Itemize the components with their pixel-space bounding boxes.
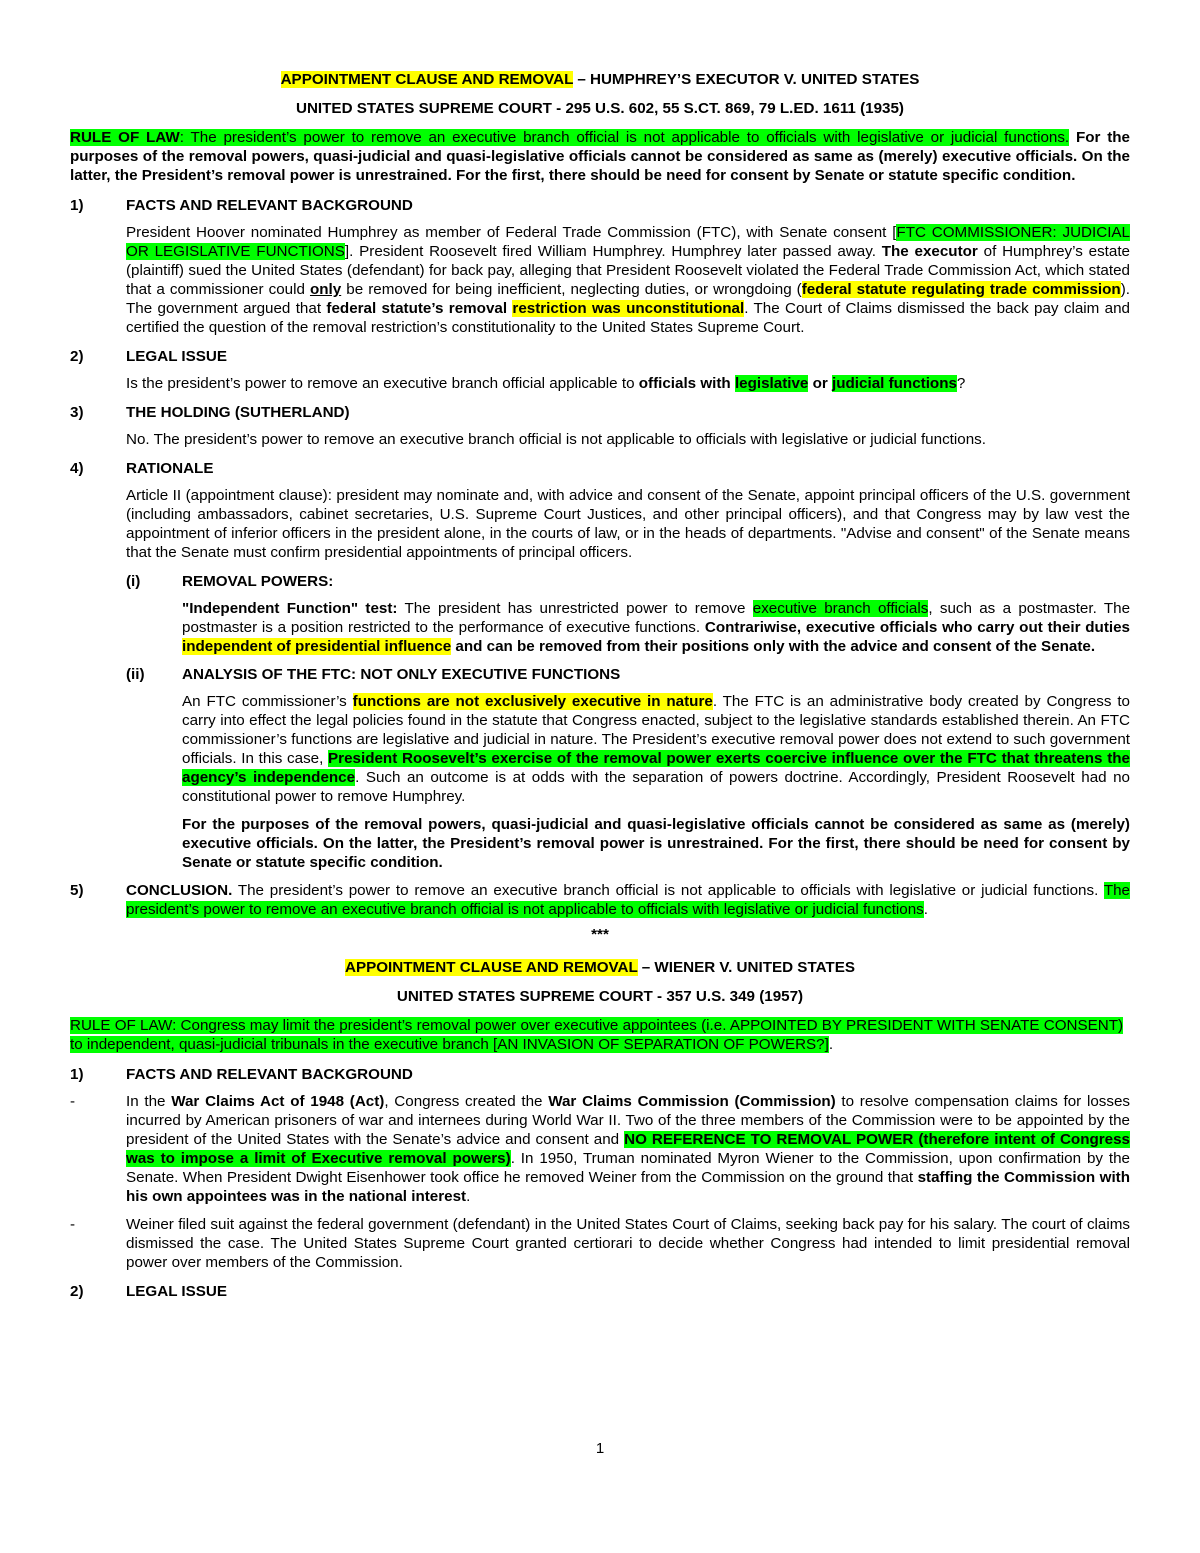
- case2-title-highlight: APPOINTMENT CLAUSE AND REMOVAL: [345, 959, 638, 976]
- case1-ftc-analysis-text: [182, 692, 1130, 806]
- highlight-run: restriction was unconstitutional: [512, 300, 745, 317]
- case2-title-rest: – WIENER V. UNITED STATES: [637, 959, 855, 976]
- highlight-run: independent of presidential influence: [182, 638, 452, 655]
- text-run: of Humphrey’s estate (plaintiff) sued the United States (defendant) for back pay, alleging that President Roosevelt violated the Federal Trade Commission Act, which stated that a commissioner could: [126, 243, 1130, 298]
- case1-section-1-heading: [70, 196, 1130, 215]
- section-number: 3): [70, 404, 84, 421]
- section-title: LEGAL ISSUE: [126, 1283, 227, 1300]
- section-title: FACTS AND RELEVANT BACKGROUND: [126, 1066, 413, 1083]
- case1-title-rest: – HUMPHREY’S EXECUTOR V. UNITED STATES: [573, 71, 920, 88]
- case1-section-4-heading: [70, 459, 1130, 478]
- document-content: [70, 70, 1130, 1309]
- section-number: 2): [70, 348, 84, 365]
- highlight-run: federal statute regulating trade commission: [801, 281, 1121, 298]
- text-run: .: [828, 1036, 834, 1053]
- text-run: An FTC commissioner’s: [182, 693, 353, 710]
- case1-issue-text: [126, 374, 1130, 393]
- section-divider: ***: [591, 926, 609, 943]
- bullet-dash: -: [70, 1093, 76, 1110]
- section-title: RATIONALE: [126, 460, 214, 477]
- section-number: 1): [70, 197, 84, 214]
- case2-fact-bullet-1: [70, 1092, 1130, 1206]
- case1-holding-text: No. The president’s power to remove an executive branch official is not applicable to officials with legislative or judicial functions.: [126, 431, 986, 448]
- subsection-title: REMOVAL POWERS:: [182, 573, 334, 590]
- bold-run: War Claims Act of 1948 (Act): [171, 1093, 385, 1110]
- case2-section-1-heading: [70, 1065, 1130, 1084]
- case1-rationale-text: Article II (appointment clause): president may nominate and, with advice and consent of the Senate, appoint principal officers of the U.S. government (including ambassadors, cabinet secretaries, U.S. Supreme Court Justices, and other principal officers), and that Congress may by law vest the appointment of inferior officers in the president alone, in the courts of law, or in the heads of departments. "Advise and consent" of the Senate means that the Senate must confirm presidential appointments of principal officers.: [126, 487, 1130, 561]
- bold-run: "Independent Function" test:: [182, 600, 398, 617]
- case1-rule-p2: For the first, there should be need for consent by Senate or statute specific condition.: [451, 167, 1076, 184]
- case1-section-3-heading: [70, 403, 1130, 422]
- text-run: . The Court of Claims dismissed the back pay claim and certified the question of the removal restriction’s constitutionality to the United States Supreme Court.: [126, 300, 1131, 336]
- bold-run: War Claims Commission (Commission): [548, 1093, 836, 1110]
- text-run: The president’s power to remove an executive branch official is not applicable to officials with legislative or judicial functions.: [232, 882, 1104, 899]
- bullet-text: Weiner filed suit against the federal government (defendant) in the United States Court of Claims, seeking back pay for his salary. The court of claims dismissed the case. The United States Supreme Court granted certiorari to decide whether Congress had intended to limit presidential removal power over members of the Commission.: [126, 1216, 1130, 1271]
- text-run: ?: [956, 375, 966, 392]
- bold-run: or: [808, 375, 833, 392]
- section-number: 4): [70, 460, 84, 477]
- case1-section-2-heading: [70, 347, 1130, 366]
- conclusion-text: [126, 881, 1130, 919]
- case1-title: [70, 70, 1130, 89]
- case2-title: [70, 958, 1130, 977]
- text-run: to resolve compensation claims for losses incurred by American prisoners of war and internees during World War II. Two of the three members of the Commission were to be appointed by the president of the United States with the Senate’s advice and consent and: [126, 1093, 1130, 1148]
- text-run: . The FTC is an administrative body created by Congress to carry into effect the legal policies found in the statute that Congress enacted, subject to the legislative standards established therein. An FTC commissioner’s functions are legislative and judicial in nature. The President’s executive removal power does not extend to such government officials. In this case,: [182, 693, 1130, 767]
- text-run: ]. President Roosevelt fired William Humphrey. Humphrey later passed away.: [344, 243, 876, 260]
- bold-run: and can be removed from their positions only with the advice and consent of the Senate.: [451, 638, 1096, 655]
- text-run: be removed for being inefficient, neglecting duties, or wrongdoing (: [341, 281, 802, 298]
- case1-conclusion: [70, 881, 1130, 919]
- text-run: ). The government argued that: [126, 281, 1130, 317]
- text-run: , Congress created the: [384, 1093, 549, 1110]
- case1-facts-text: [126, 223, 1130, 337]
- section-title: THE HOLDING (SUTHERLAND): [126, 404, 350, 421]
- text-run: .: [923, 901, 929, 918]
- case1-rule-highlight: : The president’s power to remove an executive branch official is not applicable to officials with legislative or judicial functions.: [179, 129, 1070, 146]
- bold-run: federal statute’s removal: [326, 300, 513, 317]
- highlight-run: NO REFERENCE TO REMOVAL POWER (therefore intent of Congress was to impose a limit of Executive removal powers): [126, 1131, 1130, 1167]
- case1-rule-label: RULE OF LAW: [70, 129, 180, 146]
- bold-run: staffing the Commission with his own appointees was in the national interest: [126, 1169, 1130, 1205]
- bullet-text: [126, 1092, 1130, 1206]
- case1-subsection-ii-heading: [126, 665, 1130, 684]
- section-title: LEGAL ISSUE: [126, 348, 227, 365]
- bullet-dash: -: [70, 1216, 76, 1233]
- section-number: 5): [70, 882, 84, 899]
- subsection-number: (ii): [126, 666, 145, 683]
- case2-section-2-heading: [70, 1282, 1130, 1301]
- text-run: . In 1950, Truman nominated Myron Wiener to the Commission, upon confirmation by the Senate. When President Dwight Eisenhower took office he removed Weiner from the Commission on the ground that: [126, 1150, 1130, 1186]
- case1-ftc-analysis-summary: For the purposes of the removal powers, quasi-judicial and quasi-legislative officials cannot be considered as same as (merely) executive officials. On the latter, the President’s removal power is unrestrained. For the first, there should be need for consent by Senate or statute specific condition.: [182, 816, 1130, 871]
- case1-removal-powers-text: [182, 599, 1130, 656]
- highlight-run: FTC COMMISSIONER: JUDICIAL OR LEGISLATIVE FUNCTIONS: [126, 224, 1130, 260]
- text-run: Is the president’s power to remove an executive branch official applicable to: [126, 375, 639, 392]
- subsection-title: ANALYSIS OF THE FTC: NOT ONLY EXECUTIVE FUNCTIONS: [182, 666, 621, 683]
- highlight-run: The president’s power to remove an executive branch official is not applicable to officials with legislative or judicial functions: [126, 882, 1130, 918]
- case1-rule-of-law: [70, 128, 1130, 185]
- section-title: FACTS AND RELEVANT BACKGROUND: [126, 197, 413, 214]
- case1-title-highlight: APPOINTMENT CLAUSE AND REMOVAL: [280, 71, 574, 88]
- bold-run: CONCLUSION.: [126, 882, 233, 899]
- bold-run: Contrariwise, executive officials who carry out their duties: [704, 619, 1130, 636]
- text-run: . Such an outcome is at odds with the separation of powers doctrine. Accordingly, President Roosevelt had no constitutional power to remove Humphrey.: [182, 769, 1130, 805]
- case1-citation: UNITED STATES SUPREME COURT - 295 U.S. 602, 55 S.CT. 869, 79 L.ED. 1611 (1935): [296, 100, 904, 117]
- case1-subsection-i-heading: [126, 572, 1130, 591]
- underline-run: only: [309, 281, 342, 298]
- text-run: .: [466, 1188, 471, 1205]
- subsection-number: (i): [126, 573, 141, 590]
- bold-run: officials with: [638, 375, 735, 392]
- section-number: 2): [70, 1283, 84, 1300]
- case2-fact-bullet-2: [70, 1215, 1130, 1272]
- text-run: In the: [126, 1093, 172, 1110]
- bold-run: The executor: [875, 243, 978, 260]
- case1-rule-p1: For the purposes of the removal powers, quasi-judicial and quasi-legislative officials cannot be considered as same as (merely) executive officials. On the latter, the President’s removal power is unrestrained.: [70, 129, 1130, 184]
- case2-rule-of-law: [70, 1016, 1130, 1054]
- highlight-run: legislative: [734, 375, 809, 392]
- highlight-run: RULE OF LAW: Congress may limit the president’s removal power over executive appointees (i.e. APPOINTED BY PRESIDENT WITH SENATE CONSENT) to independent, quasi-judicial tribunals in the executive branch [AN INVASION OF SEPARATION OF POWERS?]: [70, 1017, 1124, 1053]
- highlight-run: executive branch officials: [752, 600, 929, 617]
- text-run: The president has unrestricted power to remove: [397, 600, 753, 617]
- page-number: 1: [595, 1440, 605, 1457]
- highlight-run: President Roosevelt’s exercise of the removal power exerts coercive influence over the FTC that threatens the agency’s independence: [182, 750, 1130, 786]
- highlight-run: functions are not exclusively executive in nature: [352, 693, 713, 710]
- text-run: President Hoover nominated Humphrey as member of Federal Trade Commission (FTC), with Senate consent [: [126, 224, 897, 241]
- highlight-run: judicial functions: [832, 375, 957, 392]
- case2-citation: UNITED STATES SUPREME COURT - 357 U.S. 349 (1957): [396, 988, 804, 1005]
- text-run: , such as a postmaster. The postmaster is a position restricted to the performance of executive functions.: [182, 600, 1131, 636]
- section-number: 1): [70, 1066, 84, 1083]
